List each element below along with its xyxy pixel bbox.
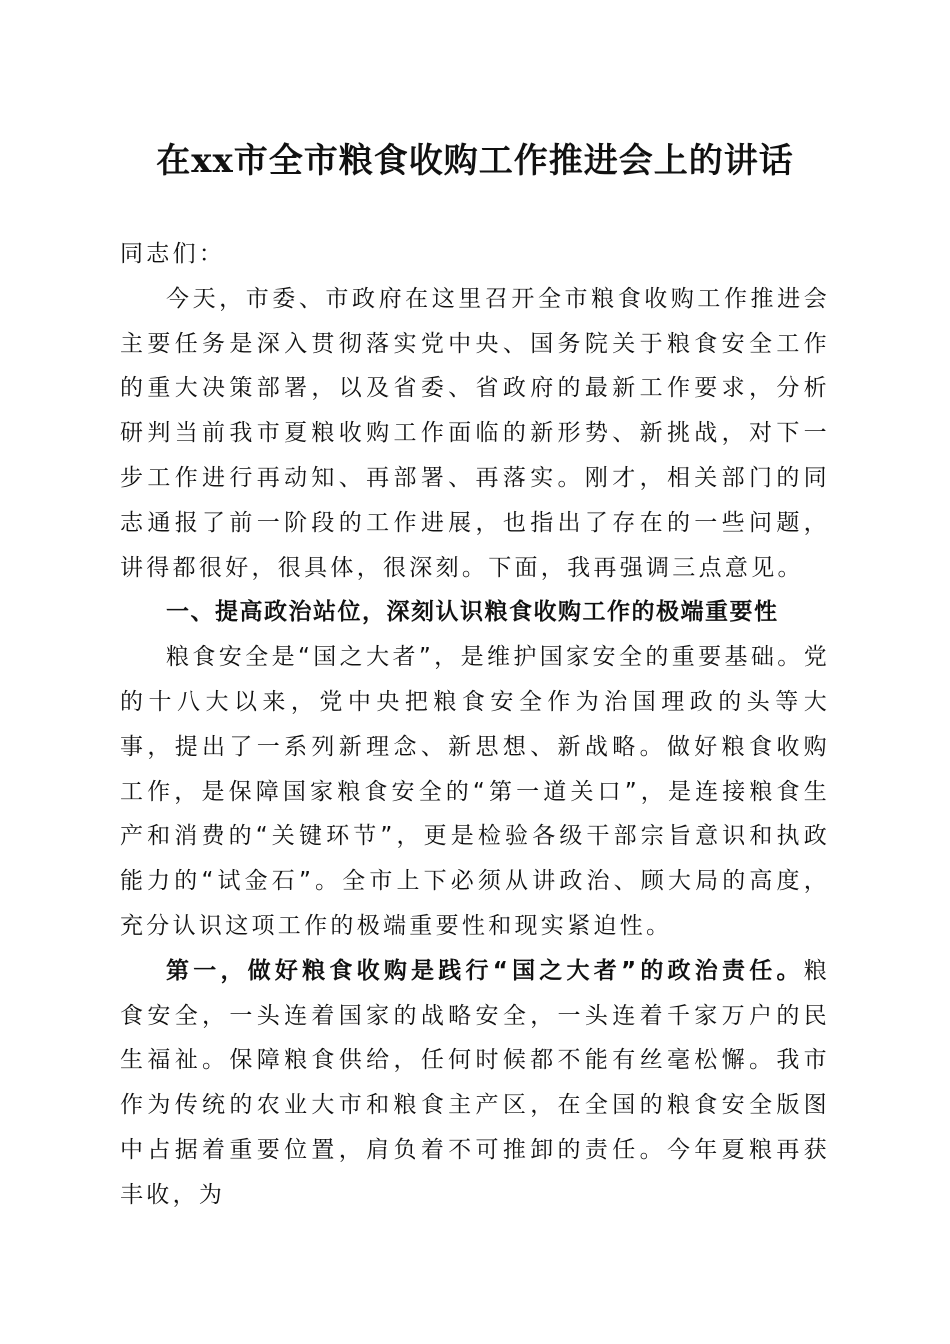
document-title: 在xx市全市粮食收购工作推进会上的讲话 bbox=[156, 141, 794, 181]
first-point-text: 粮食安全，一头连着国家的战略安全，一头连着千家万户的民生福祉。保障粮食供给，任何时候都不能有丝毫松懈。我市作为传统的农业大市和粮食主产区，在全国的粮食安全版图中占据着重要位置，肩负着不可推卸的责任。今年夏粮再获丰收，为 bbox=[120, 957, 830, 1208]
first-point-lead: 第一，做好粮食收购是践行“国之大者”的政治责任。 bbox=[166, 957, 804, 984]
paragraph-intro: 今天，市委、市政府在这里召开全市粮食收购工作推进会主要任务是深入贯彻落实党中央、国务院关于粮食安全工作的重大决策部署，以及省委、省政府的最新工作要求，分析研判当前我市夏粮收购工作面临的新形势、新挑战，对下一步工作进行再动知、再部署、再落实。刚才，相关部门的同志通报了前一阶段的工作进展，也指出了存在的一些问题，讲得都很好，很具体，很深刻。下面，我再强调三点意见。 bbox=[120, 285, 830, 581]
section-heading-1: 一、提高政治站位，深刻认识粮食收购工作的极端重要性 bbox=[166, 599, 779, 626]
document-body bbox=[120, 232, 830, 1218]
salutation: 同志们： bbox=[120, 241, 226, 267]
paragraph-food-security: 粮食安全是“国之大者”，是维护国家安全的重要基础。党的十八大以来，党中央把粮食安全作为治国理政的头等大事，提出了一系列新理念、新思想、新战略。做好粮食收购工作，是保障国家粮食安全的“第一道关口”，是连接粮食生产和消费的“关键环节”，更是检验各级干部宗旨意识和执政能力的“试金石”。全市上下必须从讲政治、顾大局的高度，充分认识这项工作的极端重要性和现实紧迫性。 bbox=[120, 644, 830, 939]
paragraph-first-point bbox=[120, 949, 830, 1218]
